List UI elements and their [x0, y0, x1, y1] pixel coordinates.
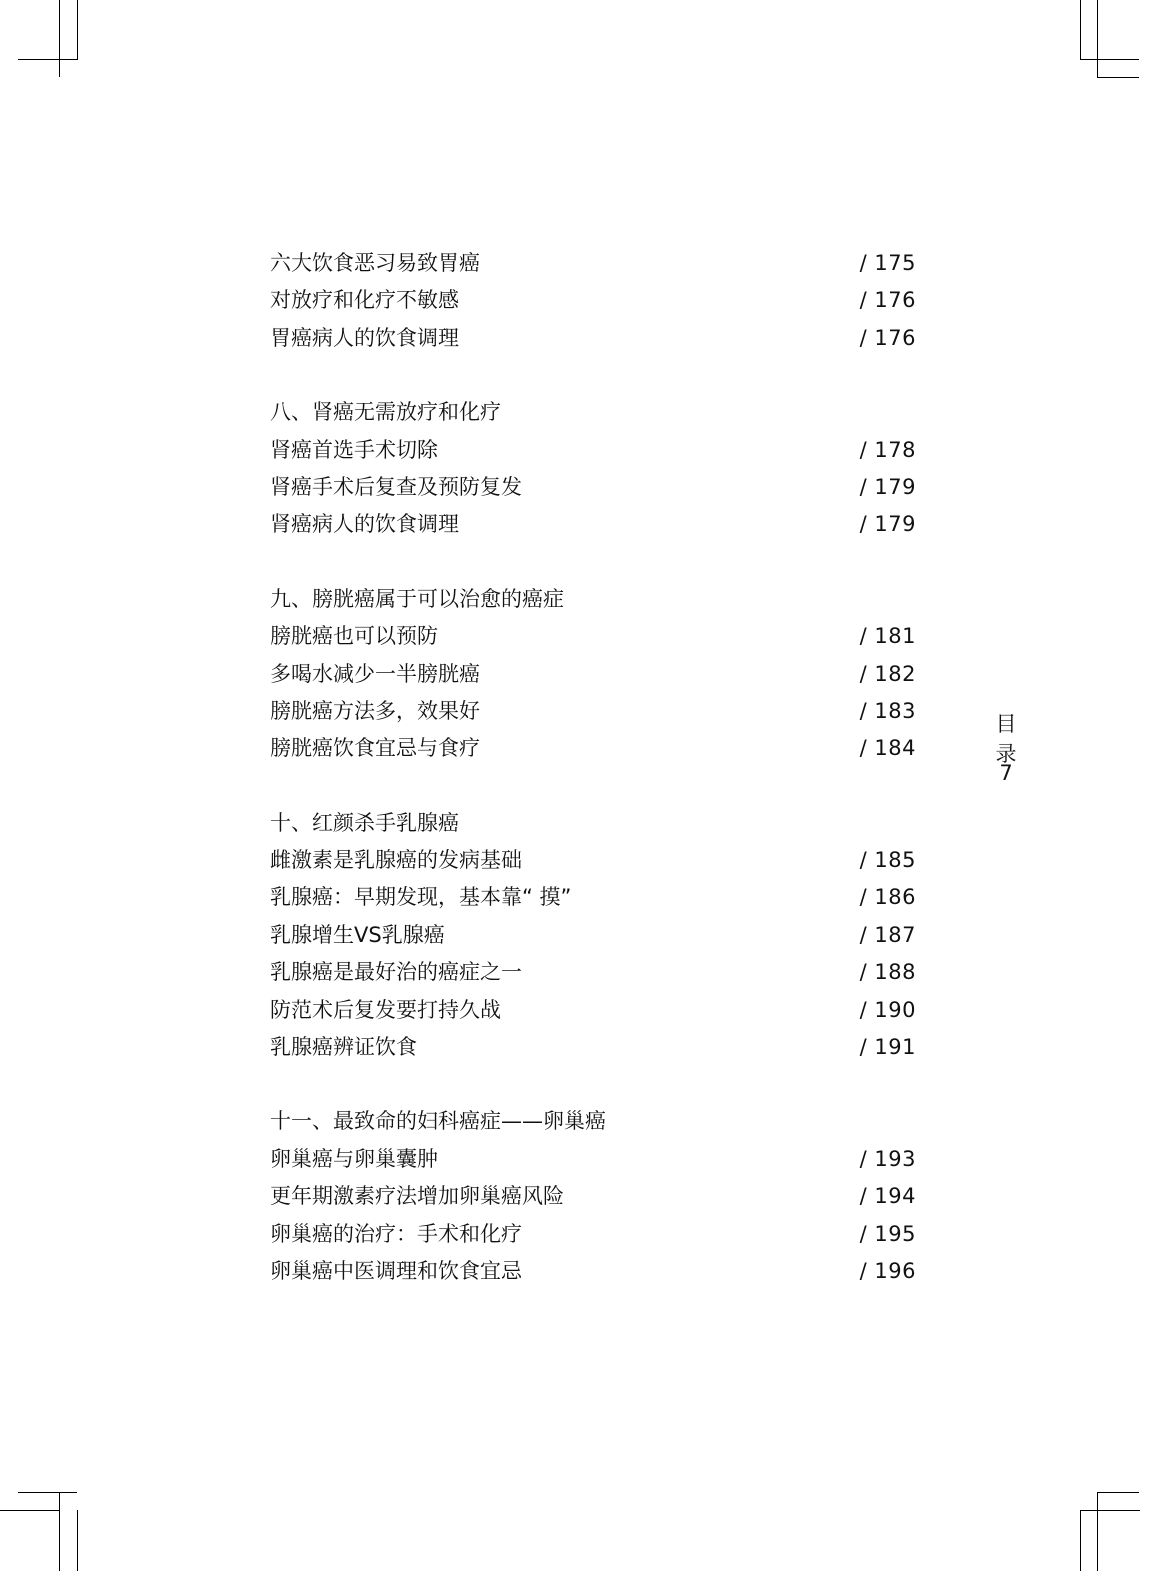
toc-entry-page: / 175: [859, 251, 916, 275]
toc-entry: [270, 992, 920, 1029]
toc-section: [270, 245, 920, 357]
toc-entry-page: / 187: [859, 922, 916, 947]
toc-entry-page: / 195: [859, 1221, 916, 1246]
toc-entry-page: / 181: [859, 624, 916, 649]
toc-entry: [270, 469, 920, 506]
toc-entry-page: / 179: [859, 512, 916, 537]
toc-entry: [270, 954, 920, 991]
toc-entry-title: 肾癌手术后复查及预防复发: [270, 474, 522, 499]
toc-entry: [270, 320, 920, 357]
toc-entry-page: / 191: [859, 1035, 916, 1060]
page-number: 7: [999, 761, 1013, 785]
toc-entry-page: / 196: [859, 1258, 916, 1283]
toc-entry-title: 乳腺癌：早期发现，基本靠“ 摸”: [270, 885, 572, 910]
toc-entry-title: 乳腺癌是最好治的癌症之一: [270, 960, 522, 985]
toc-entry-title: 膀胱癌也可以预防: [270, 624, 438, 649]
toc-entry: [270, 917, 920, 954]
chapter-heading: 十一、最致命的妇科癌症——卵巢癌: [270, 1109, 606, 1134]
toc-entry-title: 卵巢癌中医调理和饮食宜忌: [270, 1258, 522, 1283]
toc-entry-title: 膀胱癌方法多，效果好: [270, 698, 480, 723]
toc-entry: [270, 282, 920, 319]
toc-entry-page: / 183: [859, 698, 916, 723]
toc-entry: [270, 656, 920, 693]
toc-entry-page: / 182: [859, 661, 916, 686]
toc-entry-title: 卵巢癌的治疗：手术和化疗: [270, 1221, 522, 1246]
toc-entry-title: 多喝水减少一半膀胱癌: [270, 661, 480, 686]
section-label: 目录: [995, 712, 1017, 766]
toc-entry-page: / 176: [859, 325, 916, 350]
toc-entry-title: 肾癌病人的饮食调理: [270, 512, 459, 537]
toc-entry: [270, 842, 920, 879]
toc-entry-page: / 190: [859, 997, 916, 1022]
toc-section: [270, 394, 920, 544]
toc-entry-title: 防范术后复发要打持久战: [270, 997, 501, 1022]
toc-entry: [270, 432, 920, 469]
toc-entry: [270, 1029, 920, 1066]
toc-entry-page: / 194: [859, 1184, 916, 1209]
toc-entry-title: 对放疗和化疗不敏感: [270, 288, 459, 313]
toc-entry-title: 雌激素是乳腺癌的发病基础: [270, 848, 522, 873]
toc-entry-title: 卵巢癌与卵巢囊肿: [270, 1146, 438, 1171]
toc-entry: [270, 1253, 920, 1290]
toc-entry-title: 乳腺癌辨证饮食: [270, 1035, 417, 1060]
table-of-contents: [270, 245, 920, 1327]
toc-section: [270, 1103, 920, 1290]
toc-entry: [270, 879, 920, 916]
toc-entry: [270, 1216, 920, 1253]
toc-entry-page: / 188: [859, 960, 916, 985]
chapter-heading: 十、红颜杀手乳腺癌: [270, 810, 459, 835]
toc-entry-title: 六大饮食恶习易致胃癌: [270, 251, 480, 275]
toc-entry: [270, 693, 920, 730]
toc-entry-title: 肾癌首选手术切除: [270, 437, 438, 462]
toc-entry-title: 胃癌病人的饮食调理: [270, 325, 459, 350]
toc-entry: [270, 1178, 920, 1215]
toc-entry-page: / 186: [859, 885, 916, 910]
chapter-heading: 九、膀胱癌属于可以治愈的癌症: [270, 586, 564, 611]
toc-entry-page: / 193: [859, 1146, 916, 1171]
toc-entry: [270, 506, 920, 543]
toc-entry: [270, 245, 920, 282]
toc-entry-title: 乳腺增生VS乳腺癌: [270, 922, 445, 947]
toc-entry-page: / 179: [859, 474, 916, 499]
toc-entry-page: / 184: [859, 736, 916, 761]
toc-entry-title: 膀胱癌饮食宜忌与食疗: [270, 736, 480, 761]
toc-section: [270, 581, 920, 768]
toc-entry: [270, 730, 920, 767]
toc-entry-title: 更年期激素疗法增加卵巢癌风险: [270, 1184, 564, 1209]
chapter-heading: 八、肾癌无需放疗和化疗: [270, 400, 501, 425]
toc-entry: [270, 618, 920, 655]
toc-section: [270, 805, 920, 1067]
toc-entry: [270, 1141, 920, 1178]
toc-entry-page: / 185: [859, 848, 916, 873]
toc-entry-page: / 176: [859, 288, 916, 313]
toc-entry-page: / 178: [859, 437, 916, 462]
